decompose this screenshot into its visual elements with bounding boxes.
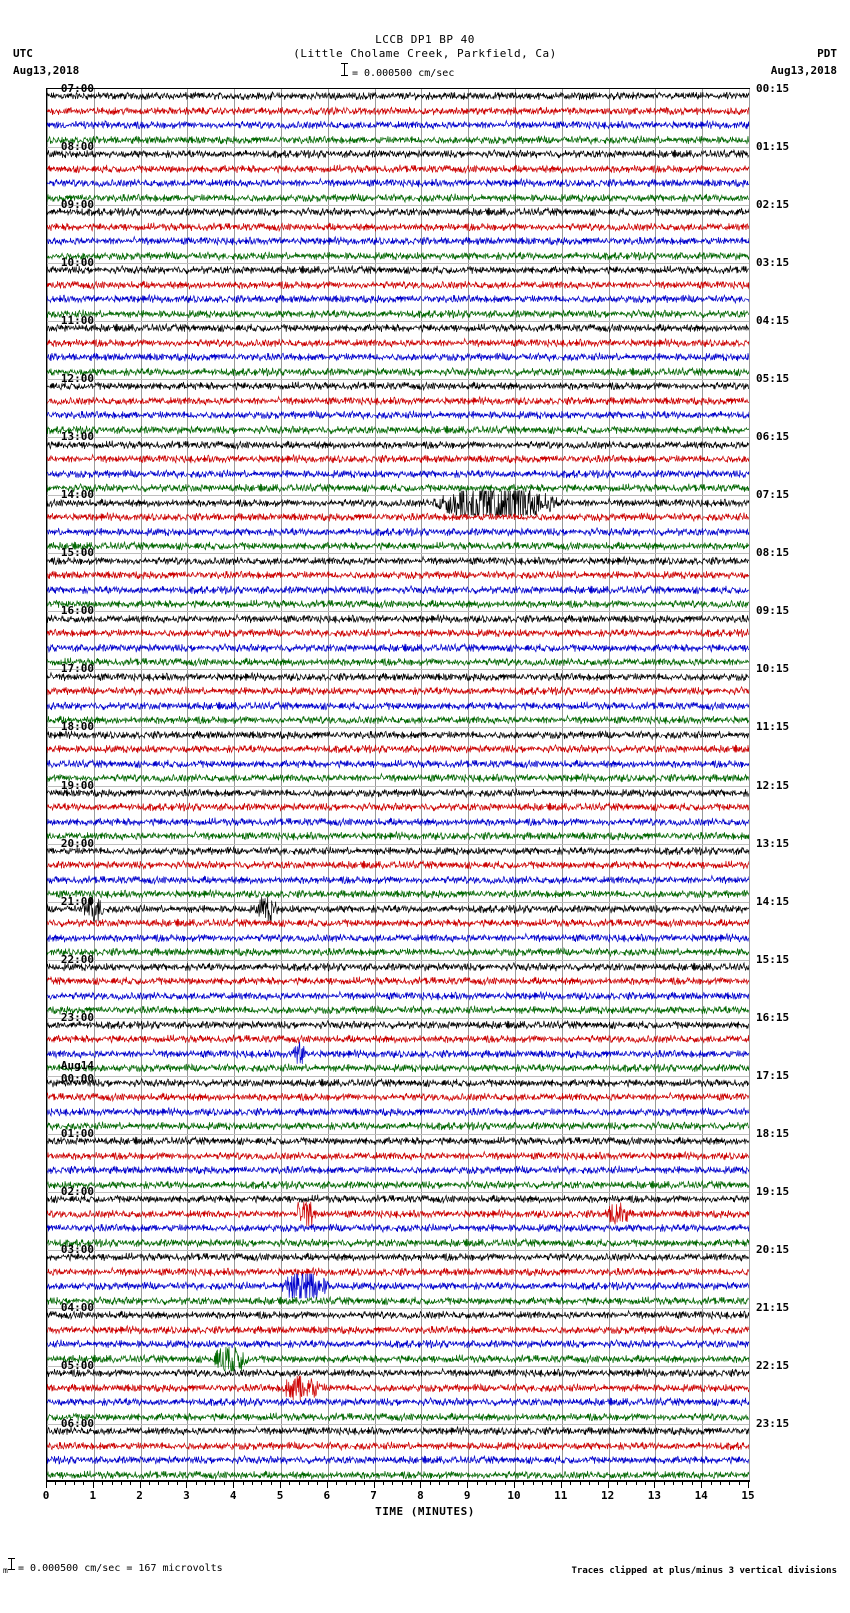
x-tick-minor [55, 1481, 56, 1485]
x-tick-minor [383, 1481, 384, 1485]
pdt-timezone-label: PDT [817, 47, 837, 60]
right-time-label: 07:15 [756, 488, 790, 502]
x-tick-minor [711, 1481, 712, 1485]
x-tick-minor [243, 1481, 244, 1485]
x-axis-title: TIME (MINUTES) [375, 1505, 475, 1518]
x-tick-minor [664, 1481, 665, 1485]
x-tick-label: 2 [136, 1489, 143, 1502]
x-tick [561, 1481, 562, 1488]
footer-unit-prefix: m [3, 1566, 8, 1575]
x-tick-minor [102, 1481, 103, 1485]
seismogram-plot [46, 88, 750, 1481]
right-time-label: 02:15 [756, 198, 790, 212]
x-tick-label: 8 [417, 1489, 424, 1502]
x-tick [186, 1481, 187, 1488]
right-time-label: 12:15 [756, 778, 790, 792]
right-time-label: 11:15 [756, 720, 790, 734]
x-tick-minor [130, 1481, 131, 1485]
x-tick-minor [495, 1481, 496, 1485]
x-tick-minor [692, 1481, 693, 1485]
x-tick-minor [636, 1481, 637, 1485]
right-time-label: 19:15 [756, 1184, 790, 1198]
x-tick-label: 10 [507, 1489, 521, 1502]
x-tick-label: 9 [463, 1489, 471, 1502]
x-tick-label: 1 [89, 1489, 97, 1502]
right-time-label: 14:15 [756, 894, 790, 908]
left-time-label: 02:00 [60, 1184, 94, 1198]
x-tick [420, 1481, 421, 1488]
x-tick [140, 1481, 141, 1488]
scale-note: = 0.000500 cm/sec [352, 68, 455, 79]
x-tick-label: 13 [647, 1489, 662, 1502]
x-tick-minor [505, 1481, 506, 1485]
pdt-date-label: Aug13,2018 [770, 64, 837, 77]
left-time-label: 13:00 [60, 430, 94, 444]
x-tick-minor [729, 1481, 730, 1485]
x-tick-label: 12 [600, 1489, 615, 1502]
x-tick-minor [149, 1481, 150, 1485]
x-tick-label: 7 [370, 1489, 377, 1502]
left-time-label: 12:00 [60, 372, 94, 386]
x-tick-minor [364, 1481, 365, 1485]
right-time-label: 00:15 [756, 82, 790, 95]
x-tick-label: 0 [42, 1489, 50, 1502]
x-tick [327, 1481, 328, 1488]
utc-timezone-label: UTC [13, 47, 33, 60]
x-tick-minor [336, 1481, 337, 1485]
left-time-label: 10:00 [60, 256, 94, 270]
x-tick-minor [74, 1481, 75, 1485]
x-tick-minor [673, 1481, 674, 1485]
x-tick-minor [289, 1481, 290, 1485]
x-tick-minor [346, 1481, 347, 1485]
right-time-label: 15:15 [756, 952, 790, 966]
x-tick-minor [121, 1481, 122, 1485]
left-time-label: 05:00 [60, 1358, 94, 1372]
left-time-label: 20:00 [60, 836, 94, 850]
left-time-label: 16:00 [60, 604, 94, 618]
right-time-label: 05:15 [756, 372, 790, 386]
right-time-label: 22:15 [756, 1358, 790, 1372]
x-tick-minor [317, 1481, 318, 1485]
x-tick-minor [477, 1481, 478, 1485]
x-tick-minor [589, 1481, 590, 1485]
x-tick-minor [392, 1481, 393, 1485]
x-tick-label: 4 [229, 1489, 237, 1502]
footer-scale-text: = 0.000500 cm/sec = 167 microvolts [18, 1563, 223, 1574]
x-tick-minor [271, 1481, 272, 1485]
x-tick-minor [486, 1481, 487, 1485]
x-tick-minor [598, 1481, 599, 1485]
x-tick-label: 3 [183, 1489, 190, 1502]
left-time-label: 21:00 [60, 894, 94, 908]
right-time-label: 04:15 [756, 314, 790, 328]
x-tick-minor [214, 1481, 215, 1485]
grid-vline [749, 89, 750, 1480]
x-tick-minor [551, 1481, 552, 1485]
page-subtitle: (Little Cholame Creek, Parkfield, Ca) [293, 47, 557, 60]
x-tick-label: 15 [741, 1489, 755, 1502]
x-tick-label: 11 [554, 1489, 568, 1502]
right-time-label: 01:15 [756, 140, 790, 154]
x-tick [608, 1481, 609, 1488]
x-tick-minor [617, 1481, 618, 1485]
x-tick-minor [682, 1481, 683, 1485]
x-tick-label: 5 [276, 1489, 284, 1502]
right-time-label: 21:15 [756, 1300, 790, 1314]
x-tick-minor [720, 1481, 721, 1485]
right-time-label: 16:15 [756, 1010, 790, 1024]
x-tick-minor [65, 1481, 66, 1485]
x-tick-minor [570, 1481, 571, 1485]
x-tick [93, 1481, 94, 1488]
x-tick-minor [308, 1481, 309, 1485]
trace-row [47, 1462, 749, 1488]
left-time-label: 03:00 [60, 1242, 94, 1256]
left-time-label: 06:00 [60, 1416, 94, 1430]
left-time-label: 11:00 [60, 314, 94, 328]
x-tick-minor [430, 1481, 431, 1485]
footer-scale-bar-icon [11, 1558, 12, 1570]
scale-bar-icon [344, 63, 345, 76]
x-tick-minor [626, 1481, 627, 1485]
x-tick-minor [448, 1481, 449, 1485]
x-tick-minor [355, 1481, 356, 1485]
right-time-label: 06:15 [756, 430, 790, 444]
right-time-label: 08:15 [756, 546, 790, 560]
left-time-label: 17:00 [60, 662, 94, 676]
left-time-label: 01:00 [60, 1126, 94, 1140]
right-time-label: 03:15 [756, 256, 790, 270]
x-tick-minor [411, 1481, 412, 1485]
right-time-label: 23:15 [756, 1416, 790, 1430]
x-tick-minor [458, 1481, 459, 1485]
right-time-label: 18:15 [756, 1126, 790, 1140]
left-time-label: 23:00 [60, 1010, 94, 1024]
x-tick [748, 1481, 749, 1488]
right-time-label: 10:15 [756, 662, 790, 676]
page-title: LCCB DP1 BP 40 [375, 33, 475, 46]
right-time-label: 20:15 [756, 1242, 790, 1256]
x-tick-minor [580, 1481, 581, 1485]
x-tick-label: 6 [323, 1489, 331, 1502]
x-tick-minor [402, 1481, 403, 1485]
left-time-label: 09:00 [60, 198, 94, 212]
x-tick [374, 1481, 375, 1488]
x-tick-minor [299, 1481, 300, 1485]
x-tick [701, 1481, 702, 1488]
x-tick [654, 1481, 655, 1488]
left-time-label: 07:00 [60, 82, 94, 95]
x-tick [514, 1481, 515, 1488]
utc-date-label: Aug13,2018 [13, 64, 80, 77]
left-time-label: 14:00 [60, 488, 94, 502]
right-time-label: 09:15 [756, 604, 790, 618]
x-tick-minor [261, 1481, 262, 1485]
x-tick-minor [739, 1481, 740, 1485]
trace-container [47, 89, 749, 1480]
x-tick [46, 1481, 47, 1488]
left-time-label: 15:00 [60, 546, 94, 560]
x-tick [233, 1481, 234, 1488]
x-tick [280, 1481, 281, 1488]
x-tick-minor [224, 1481, 225, 1485]
left-time-label: 22:00 [60, 952, 94, 966]
x-tick [467, 1481, 468, 1488]
x-tick-minor [83, 1481, 84, 1485]
x-tick-minor [645, 1481, 646, 1485]
x-tick-label: 14 [694, 1489, 708, 1502]
left-time-label: Aug14 00:00 [60, 1058, 94, 1085]
x-tick-minor [439, 1481, 440, 1485]
x-tick-minor [196, 1481, 197, 1485]
left-time-label: 04:00 [60, 1300, 94, 1314]
right-time-label: 13:15 [756, 836, 790, 850]
left-time-label: 19:00 [60, 778, 94, 792]
x-tick-minor [533, 1481, 534, 1485]
right-time-label: 17:15 [756, 1068, 790, 1082]
x-tick-minor [177, 1481, 178, 1485]
x-tick-minor [252, 1481, 253, 1485]
x-tick-minor [523, 1481, 524, 1485]
x-tick-minor [542, 1481, 543, 1485]
footer-clip-note: Traces clipped at plus/minus 3 vertical divisions [571, 1566, 837, 1576]
left-time-label: 08:00 [60, 140, 94, 154]
left-time-label: 18:00 [60, 720, 94, 734]
x-tick-minor [168, 1481, 169, 1485]
x-tick-minor [205, 1481, 206, 1485]
x-tick-minor [158, 1481, 159, 1485]
x-tick-minor [112, 1481, 113, 1485]
